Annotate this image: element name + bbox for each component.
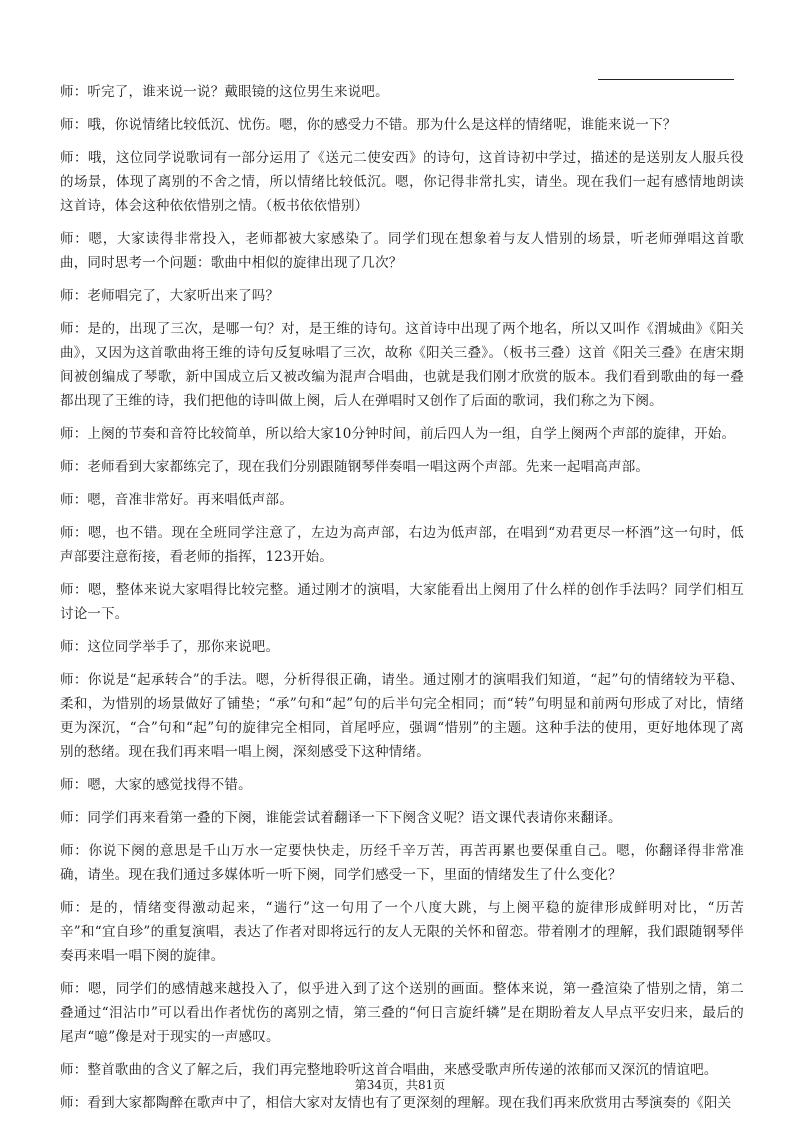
paragraph: 师：哦，你说情绪比较低沉、忧伤。嗯，你的感受力不错。那为什么是这样的情绪呢，谁能来说一下？ <box>60 117 677 133</box>
paragraph: 师：同学们再来看第一叠的下阕，谁能尝试着翻译一下下阕含义呢？语文课代表请你来翻译。 <box>60 810 622 826</box>
paragraph: 师：上阕的节奏和音符比较简单，所以给大家10分钟时间，前后四人为一组，自学上阕两个声部的旋律，开始。 <box>60 426 736 442</box>
paragraph: 师：看到大家都陶醉在歌声中了，相信大家对友情也有了更深刻的理解。现在我们再来欣赏用古琴演奏的《阳关 <box>60 1095 732 1111</box>
paragraph: 师：你说是“起承转合”的手法。嗯，分析得很正确，请坐。通过刚才的演唱我们知道，“起”句的情绪较为平稳、柔和，为惜别的场景做好了铺垫；“承”句和“起”句的后半句完全相同；而“转”句明显和前两句形成了对比，情绪更为深沉，“合”句和“起”句的旋律完全相同，首尾呼应，强调“惜别”的主题。这种手法的使用，更好地体现了离别的愁绪。现在我们再来唱一唱上阕，深刻感受下这种情绪。 <box>60 672 744 760</box>
paragraph: 师：嗯，同学们的感情越来越投入了，似乎进入到了这个送别的画面。整体来说，第一叠渲染了惜别之情，第二叠通过“泪沾巾”可以看出作者忧伤的离别之情，第三叠的“何日言旋纤辚”是在期盼着友人早点平安归来，最后的尾声“噫”像是对于现实的一声感叹。 <box>60 981 744 1045</box>
paragraph: 师：听完了，谁来说一说？戴眼镜的这位男生来说吧。 <box>60 84 389 100</box>
page-footer: 第34页，共81页 <box>354 1078 446 1092</box>
paragraph: 师：是的，出现了三次，是哪一句？对，是王维的诗句。这首诗中出现了两个地名，所以又叫作《渭城曲》《阳关曲》，又因为这首歌曲将王维的诗句反复咏唱了三次，故称《阳关三叠》。（板书三叠）这首《阳关三叠》在唐宋期间被创编成了琴歌，新中国成立后又被改编为混声合唱曲，也就是我们刚才欣赏的版本。我们看到歌曲的每一叠都出现了王维的诗，我们把他的诗叫做上阕，后人在弹唱时又创作了后面的歌词，我们称之为下阕。 <box>60 321 744 409</box>
paragraph: 师：嗯，音准非常好。再来唱低声部。 <box>60 492 293 508</box>
paragraph: 师：老师看到大家都练完了，现在我们分别跟随钢琴伴奏唱一唱这两个声部。先来一起唱高声部。 <box>60 459 650 475</box>
paragraph: 师：嗯，也不错。现在全班同学注意了，左边为高声部，右边为低声部，在唱到“劝君更尽一杯酒”这一句时，低声部要注意衔接，看老师的指挥，123开始。 <box>60 525 744 565</box>
paragraph: 师：嗯，整体来说大家唱得比较完整。通过刚才的演唱，大家能看出上阕用了什么样的创作手法吗？同学们相互讨论一下。 <box>60 582 744 622</box>
paragraph: 师：哦，这位同学说歌词有一部分运用了《送元二使安西》的诗句，这首诗初中学过，描述的是送别友人服兵役的场景，体现了离别的不舍之情，所以情绪比较低沉。嗯，你记得非常扎实，请坐。现在我们一起有感情地朗读这首诗，体会这种依依惜别之情。（板书依依惜别） <box>60 150 744 214</box>
paragraph: 师：你说下阕的意思是千山万水一定要快快走，历经千辛万苦，再苦再累也要保重自己。嗯，你翻译得非常准确，请坐。现在我们通过多媒体听一听下阕，同学们感受一下，里面的情绪发生了什么变化？ <box>60 843 744 883</box>
paragraph: 师：嗯，大家的感觉找得不错。 <box>60 777 252 793</box>
paragraph: 师：老师唱完了，大家听出来了吗？ <box>60 288 280 304</box>
document-body <box>60 80 744 1124</box>
paragraph: 师：整首歌曲的含义了解之后，我们再完整地聆听这首合唱曲，来感受歌声所传递的浓郁而又深沉的情谊吧。 <box>60 1062 718 1078</box>
paragraph: 师：嗯，大家读得非常投入，老师都被大家感染了。同学们现在想象着与友人惜别的场景，听老师弹唱这首歌曲，同时思考一个问题：歌曲中相似的旋律出现了几次？ <box>60 231 744 271</box>
paragraph: 师：是的，情绪变得激动起来，“遄行”这一句用了一个八度大跳，与上阕平稳的旋律形成鲜明对比，“历苦辛”和“宜自珍”的重复演唱，表达了作者对即将远行的友人无限的关怀和留恋。带着刚才的理解，我们跟随钢琴伴奏再来唱一唱下阕的旋律。 <box>60 900 744 964</box>
paragraph: 师：这位同学举手了，那你来说吧。 <box>60 639 280 655</box>
